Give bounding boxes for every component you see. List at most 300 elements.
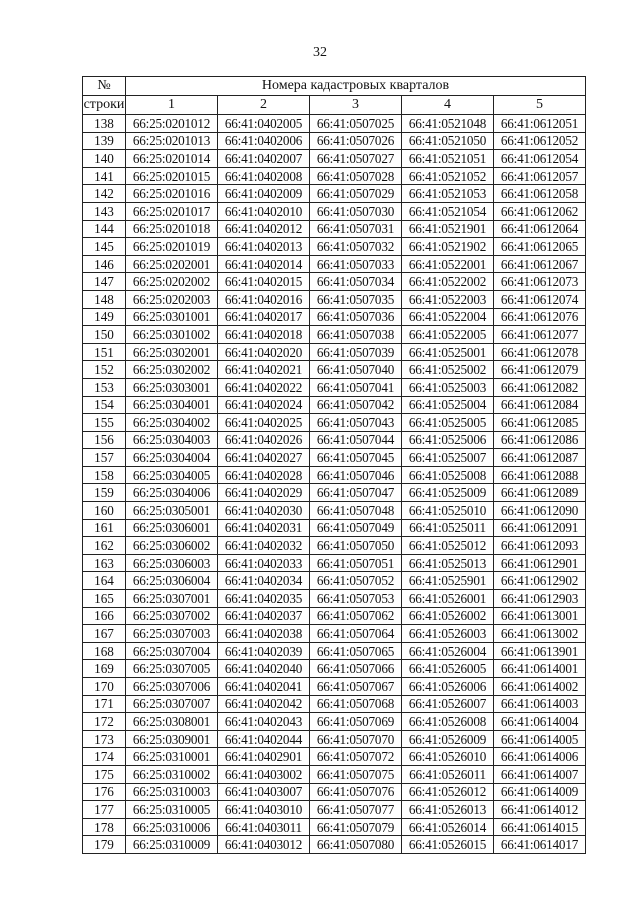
cadastral-number-cell: 66:41:0507068 <box>310 695 402 713</box>
cadastral-number-cell: 66:25:0304006 <box>126 484 218 502</box>
cadastral-number-cell: 66:41:0507051 <box>310 554 402 572</box>
cadastral-number-cell: 66:41:0402015 <box>218 273 310 291</box>
cadastral-number-cell: 66:41:0402018 <box>218 326 310 344</box>
row-number-cell: 172 <box>83 713 126 731</box>
cadastral-number-cell: 66:41:0507048 <box>310 502 402 520</box>
row-number-cell: 166 <box>83 607 126 625</box>
table-row <box>83 202 586 220</box>
cadastral-number-cell: 66:25:0201014 <box>126 150 218 168</box>
table-row <box>83 642 586 660</box>
column-header-5: 5 <box>494 96 586 115</box>
cadastral-number-cell: 66:41:0521050 <box>402 132 494 150</box>
table-row <box>83 115 586 133</box>
cadastral-number-cell: 66:41:0612067 <box>494 255 586 273</box>
cadastral-number-cell: 66:41:0525006 <box>402 431 494 449</box>
table-row <box>83 660 586 678</box>
cadastral-number-cell: 66:41:0525901 <box>402 572 494 590</box>
cadastral-number-cell: 66:41:0525002 <box>402 361 494 379</box>
cadastral-number-cell: 66:41:0402027 <box>218 449 310 467</box>
header-row-top <box>83 77 586 96</box>
cadastral-number-cell: 66:41:0614003 <box>494 695 586 713</box>
cadastral-number-cell: 66:41:0402025 <box>218 414 310 432</box>
row-number-cell: 138 <box>83 115 126 133</box>
cadastral-number-cell: 66:41:0507067 <box>310 678 402 696</box>
cadastral-number-cell: 66:41:0507040 <box>310 361 402 379</box>
cadastral-number-cell: 66:25:0201015 <box>126 167 218 185</box>
row-number-cell: 178 <box>83 818 126 836</box>
row-number-cell: 148 <box>83 290 126 308</box>
row-number-cell: 168 <box>83 642 126 660</box>
cadastral-number-cell: 66:41:0525001 <box>402 343 494 361</box>
row-number-cell: 144 <box>83 220 126 238</box>
cadastral-number-cell: 66:41:0402037 <box>218 607 310 625</box>
cadastral-number-cell: 66:41:0526013 <box>402 801 494 819</box>
cadastral-number-cell: 66:41:0521054 <box>402 202 494 220</box>
cadastral-number-cell: 66:25:0307006 <box>126 678 218 696</box>
cadastral-number-cell: 66:41:0612088 <box>494 466 586 484</box>
cadastral-number-cell: 66:25:0307007 <box>126 695 218 713</box>
cadastral-number-cell: 66:41:0402042 <box>218 695 310 713</box>
row-number-cell: 140 <box>83 150 126 168</box>
table-row <box>83 449 586 467</box>
cadastral-number-cell: 66:41:0612074 <box>494 290 586 308</box>
cadastral-number-cell: 66:41:0526001 <box>402 590 494 608</box>
table-row <box>83 185 586 203</box>
row-number-cell: 169 <box>83 660 126 678</box>
cadastral-number-cell: 66:41:0507031 <box>310 220 402 238</box>
column-header-4: 4 <box>402 96 494 115</box>
cadastral-number-cell: 66:25:0310002 <box>126 765 218 783</box>
table-row <box>83 730 586 748</box>
cadastral-number-cell: 66:25:0202003 <box>126 290 218 308</box>
row-number-cell: 155 <box>83 414 126 432</box>
cadastral-number-cell: 66:41:0612090 <box>494 502 586 520</box>
row-number-cell: 153 <box>83 378 126 396</box>
cadastral-number-cell: 66:41:0507047 <box>310 484 402 502</box>
cadastral-number-cell: 66:41:0522003 <box>402 290 494 308</box>
cadastral-number-cell: 66:41:0526003 <box>402 625 494 643</box>
cadastral-number-cell: 66:41:0612052 <box>494 132 586 150</box>
table-row <box>83 255 586 273</box>
cadastral-number-cell: 66:25:0310001 <box>126 748 218 766</box>
cadastral-number-cell: 66:25:0202001 <box>126 255 218 273</box>
cadastral-number-cell: 66:41:0402901 <box>218 748 310 766</box>
row-number-cell: 165 <box>83 590 126 608</box>
row-number-cell: 159 <box>83 484 126 502</box>
cadastral-number-cell: 66:41:0402021 <box>218 361 310 379</box>
table-row <box>83 167 586 185</box>
cadastral-number-cell: 66:41:0614005 <box>494 730 586 748</box>
cadastral-number-cell: 66:41:0507069 <box>310 713 402 731</box>
cadastral-number-cell: 66:41:0522005 <box>402 326 494 344</box>
cadastral-number-cell: 66:41:0402013 <box>218 238 310 256</box>
cadastral-number-cell: 66:41:0612084 <box>494 396 586 414</box>
column-header-1: 1 <box>126 96 218 115</box>
table-row <box>83 132 586 150</box>
row-number-cell: 142 <box>83 185 126 203</box>
row-number-header-symbol: № <box>83 77 126 96</box>
cadastral-number-cell: 66:41:0507029 <box>310 185 402 203</box>
cadastral-number-cell: 66:41:0402029 <box>218 484 310 502</box>
cadastral-number-cell: 66:25:0201018 <box>126 220 218 238</box>
cadastral-number-cell: 66:41:0507065 <box>310 642 402 660</box>
cadastral-number-cell: 66:41:0526007 <box>402 695 494 713</box>
cadastral-number-cell: 66:41:0614006 <box>494 748 586 766</box>
table-row <box>83 273 586 291</box>
cadastral-number-cell: 66:25:0304001 <box>126 396 218 414</box>
cadastral-number-cell: 66:41:0402026 <box>218 431 310 449</box>
cadastral-number-cell: 66:25:0310005 <box>126 801 218 819</box>
row-number-cell: 161 <box>83 519 126 537</box>
cadastral-number-cell: 66:41:0612054 <box>494 150 586 168</box>
cadastral-number-cell: 66:41:0507043 <box>310 414 402 432</box>
row-number-cell: 163 <box>83 554 126 572</box>
page-number: 32 <box>313 45 327 60</box>
cadastral-number-cell: 66:41:0507026 <box>310 132 402 150</box>
cadastral-number-cell: 66:41:0402039 <box>218 642 310 660</box>
cadastral-quarters-table <box>82 76 586 854</box>
cadastral-number-cell: 66:41:0402005 <box>218 115 310 133</box>
cadastral-number-cell: 66:41:0402006 <box>218 132 310 150</box>
row-number-cell: 143 <box>83 202 126 220</box>
cadastral-number-cell: 66:41:0521052 <box>402 167 494 185</box>
header-row-bottom <box>83 96 586 115</box>
table-row <box>83 607 586 625</box>
table-row <box>83 502 586 520</box>
cadastral-number-cell: 66:41:0525013 <box>402 554 494 572</box>
cadastral-number-cell: 66:41:0612903 <box>494 590 586 608</box>
cadastral-number-cell: 66:25:0308001 <box>126 713 218 731</box>
cadastral-quarters-group-header: Номера кадастровых кварталов <box>126 77 586 96</box>
cadastral-number-cell: 66:41:0402033 <box>218 554 310 572</box>
cadastral-number-cell: 66:41:0521051 <box>402 150 494 168</box>
cadastral-number-cell: 66:41:0612087 <box>494 449 586 467</box>
cadastral-number-cell: 66:41:0402043 <box>218 713 310 731</box>
cadastral-number-cell: 66:41:0507032 <box>310 238 402 256</box>
cadastral-number-cell: 66:41:0614015 <box>494 818 586 836</box>
cadastral-number-cell: 66:25:0310009 <box>126 836 218 854</box>
row-number-cell: 150 <box>83 326 126 344</box>
row-number-cell: 141 <box>83 167 126 185</box>
table-row <box>83 484 586 502</box>
row-number-cell: 156 <box>83 431 126 449</box>
table-row <box>83 343 586 361</box>
row-number-cell: 147 <box>83 273 126 291</box>
table-row <box>83 238 586 256</box>
table-row <box>83 466 586 484</box>
cadastral-number-cell: 66:41:0507080 <box>310 836 402 854</box>
cadastral-number-cell: 66:41:0612058 <box>494 185 586 203</box>
table-row <box>83 220 586 238</box>
cadastral-number-cell: 66:41:0526008 <box>402 713 494 731</box>
cadastral-number-cell: 66:41:0402010 <box>218 202 310 220</box>
cadastral-number-cell: 66:41:0525007 <box>402 449 494 467</box>
cadastral-number-cell: 66:25:0201017 <box>126 202 218 220</box>
cadastral-number-cell: 66:41:0402038 <box>218 625 310 643</box>
row-number-cell: 179 <box>83 836 126 854</box>
column-header-2: 2 <box>218 96 310 115</box>
cadastral-number-cell: 66:25:0304004 <box>126 449 218 467</box>
cadastral-number-cell: 66:41:0526012 <box>402 783 494 801</box>
cadastral-number-cell: 66:41:0402008 <box>218 167 310 185</box>
cadastral-number-cell: 66:25:0201012 <box>126 115 218 133</box>
cadastral-number-cell: 66:41:0612077 <box>494 326 586 344</box>
cadastral-number-cell: 66:41:0612082 <box>494 378 586 396</box>
cadastral-number-cell: 66:41:0526006 <box>402 678 494 696</box>
cadastral-number-cell: 66:41:0525008 <box>402 466 494 484</box>
cadastral-number-cell: 66:41:0612064 <box>494 220 586 238</box>
row-number-cell: 175 <box>83 765 126 783</box>
row-number-cell: 145 <box>83 238 126 256</box>
table-row <box>83 783 586 801</box>
cadastral-number-cell: 66:41:0402014 <box>218 255 310 273</box>
cadastral-number-cell: 66:41:0612086 <box>494 431 586 449</box>
cadastral-number-cell: 66:41:0507070 <box>310 730 402 748</box>
cadastral-number-cell: 66:41:0612076 <box>494 308 586 326</box>
cadastral-number-cell: 66:25:0303001 <box>126 378 218 396</box>
cadastral-number-cell: 66:41:0507036 <box>310 308 402 326</box>
cadastral-number-cell: 66:25:0201016 <box>126 185 218 203</box>
cadastral-number-cell: 66:41:0403010 <box>218 801 310 819</box>
cadastral-number-cell: 66:25:0307003 <box>126 625 218 643</box>
cadastral-number-cell: 66:41:0522001 <box>402 255 494 273</box>
cadastral-number-cell: 66:41:0614002 <box>494 678 586 696</box>
cadastral-number-cell: 66:41:0402028 <box>218 466 310 484</box>
table-row <box>83 150 586 168</box>
cadastral-number-cell: 66:25:0307005 <box>126 660 218 678</box>
table-row <box>83 678 586 696</box>
table-row <box>83 572 586 590</box>
cadastral-number-cell: 66:41:0525012 <box>402 537 494 555</box>
cadastral-number-cell: 66:25:0310006 <box>126 818 218 836</box>
table-row <box>83 326 586 344</box>
cadastral-number-cell: 66:25:0301001 <box>126 308 218 326</box>
table-row <box>83 519 586 537</box>
row-number-cell: 149 <box>83 308 126 326</box>
table-row <box>83 378 586 396</box>
table-row <box>83 765 586 783</box>
cadastral-number-cell: 66:41:0402020 <box>218 343 310 361</box>
cadastral-number-cell: 66:41:0521902 <box>402 238 494 256</box>
table-row <box>83 308 586 326</box>
cadastral-number-cell: 66:41:0507064 <box>310 625 402 643</box>
cadastral-number-cell: 66:41:0507050 <box>310 537 402 555</box>
cadastral-number-cell: 66:41:0612078 <box>494 343 586 361</box>
cadastral-number-cell: 66:41:0507046 <box>310 466 402 484</box>
table-row <box>83 431 586 449</box>
table-body <box>83 115 586 854</box>
cadastral-number-cell: 66:41:0526014 <box>402 818 494 836</box>
cadastral-number-cell: 66:41:0402017 <box>218 308 310 326</box>
cadastral-number-cell: 66:41:0402044 <box>218 730 310 748</box>
cadastral-number-cell: 66:41:0403007 <box>218 783 310 801</box>
cadastral-number-cell: 66:41:0612062 <box>494 202 586 220</box>
row-number-header-label: строки <box>83 96 126 115</box>
cadastral-number-cell: 66:41:0612902 <box>494 572 586 590</box>
cadastral-number-cell: 66:25:0201013 <box>126 132 218 150</box>
cadastral-number-cell: 66:41:0526010 <box>402 748 494 766</box>
cadastral-number-cell: 66:25:0304005 <box>126 466 218 484</box>
cadastral-number-cell: 66:41:0507034 <box>310 273 402 291</box>
cadastral-number-cell: 66:41:0614001 <box>494 660 586 678</box>
cadastral-number-cell: 66:41:0402031 <box>218 519 310 537</box>
row-number-cell: 176 <box>83 783 126 801</box>
row-number-cell: 174 <box>83 748 126 766</box>
cadastral-number-cell: 66:25:0304002 <box>126 414 218 432</box>
row-number-cell: 139 <box>83 132 126 150</box>
cadastral-number-cell: 66:41:0521053 <box>402 185 494 203</box>
cadastral-number-cell: 66:25:0306004 <box>126 572 218 590</box>
cadastral-number-cell: 66:41:0403002 <box>218 765 310 783</box>
cadastral-number-cell: 66:41:0526002 <box>402 607 494 625</box>
cadastral-number-cell: 66:41:0507027 <box>310 150 402 168</box>
cadastral-number-cell: 66:41:0402030 <box>218 502 310 520</box>
cadastral-number-cell: 66:25:0307004 <box>126 642 218 660</box>
cadastral-table-container <box>82 76 585 854</box>
row-number-cell: 152 <box>83 361 126 379</box>
cadastral-number-cell: 66:41:0402040 <box>218 660 310 678</box>
cadastral-number-cell: 66:25:0202002 <box>126 273 218 291</box>
cadastral-number-cell: 66:41:0612085 <box>494 414 586 432</box>
cadastral-number-cell: 66:25:0201019 <box>126 238 218 256</box>
cadastral-number-cell: 66:41:0403012 <box>218 836 310 854</box>
cadastral-number-cell: 66:41:0614007 <box>494 765 586 783</box>
cadastral-number-cell: 66:41:0402007 <box>218 150 310 168</box>
cadastral-number-cell: 66:41:0507072 <box>310 748 402 766</box>
table-row <box>83 748 586 766</box>
cadastral-number-cell: 66:41:0507039 <box>310 343 402 361</box>
cadastral-number-cell: 66:41:0507035 <box>310 290 402 308</box>
cadastral-number-cell: 66:41:0525004 <box>402 396 494 414</box>
cadastral-number-cell: 66:41:0612093 <box>494 537 586 555</box>
cadastral-number-cell: 66:41:0507042 <box>310 396 402 414</box>
row-number-cell: 164 <box>83 572 126 590</box>
cadastral-number-cell: 66:41:0507025 <box>310 115 402 133</box>
cadastral-number-cell: 66:41:0507076 <box>310 783 402 801</box>
table-row <box>83 537 586 555</box>
cadastral-number-cell: 66:41:0522002 <box>402 273 494 291</box>
cadastral-number-cell: 66:41:0525009 <box>402 484 494 502</box>
cadastral-number-cell: 66:25:0307001 <box>126 590 218 608</box>
cadastral-number-cell: 66:25:0309001 <box>126 730 218 748</box>
cadastral-number-cell: 66:41:0507062 <box>310 607 402 625</box>
cadastral-number-cell: 66:41:0525003 <box>402 378 494 396</box>
row-number-cell: 167 <box>83 625 126 643</box>
cadastral-number-cell: 66:41:0522004 <box>402 308 494 326</box>
cadastral-number-cell: 66:41:0613001 <box>494 607 586 625</box>
cadastral-number-cell: 66:41:0402024 <box>218 396 310 414</box>
cadastral-number-cell: 66:41:0526009 <box>402 730 494 748</box>
cadastral-number-cell: 66:25:0307002 <box>126 607 218 625</box>
cadastral-number-cell: 66:41:0613901 <box>494 642 586 660</box>
cadastral-number-cell: 66:41:0402022 <box>218 378 310 396</box>
cadastral-number-cell: 66:41:0525010 <box>402 502 494 520</box>
cadastral-number-cell: 66:41:0402041 <box>218 678 310 696</box>
table-row <box>83 713 586 731</box>
cadastral-number-cell: 66:41:0507045 <box>310 449 402 467</box>
cadastral-number-cell: 66:41:0612089 <box>494 484 586 502</box>
cadastral-number-cell: 66:41:0612079 <box>494 361 586 379</box>
cadastral-number-cell: 66:41:0507033 <box>310 255 402 273</box>
cadastral-number-cell: 66:41:0402032 <box>218 537 310 555</box>
cadastral-number-cell: 66:41:0526015 <box>402 836 494 854</box>
table-row <box>83 554 586 572</box>
cadastral-number-cell: 66:41:0507049 <box>310 519 402 537</box>
cadastral-number-cell: 66:41:0526011 <box>402 765 494 783</box>
cadastral-number-cell: 66:25:0306001 <box>126 519 218 537</box>
cadastral-number-cell: 66:41:0507077 <box>310 801 402 819</box>
cadastral-number-cell: 66:41:0521048 <box>402 115 494 133</box>
row-number-cell: 151 <box>83 343 126 361</box>
cadastral-number-cell: 66:41:0614017 <box>494 836 586 854</box>
cadastral-number-cell: 66:25:0306002 <box>126 537 218 555</box>
cadastral-number-cell: 66:41:0402034 <box>218 572 310 590</box>
row-number-cell: 173 <box>83 730 126 748</box>
row-number-cell: 162 <box>83 537 126 555</box>
table-row <box>83 414 586 432</box>
cadastral-number-cell: 66:41:0507052 <box>310 572 402 590</box>
table-row <box>83 818 586 836</box>
cadastral-number-cell: 66:41:0526005 <box>402 660 494 678</box>
cadastral-number-cell: 66:41:0402035 <box>218 590 310 608</box>
cadastral-number-cell: 66:25:0305001 <box>126 502 218 520</box>
row-number-cell: 158 <box>83 466 126 484</box>
cadastral-number-cell: 66:41:0614009 <box>494 783 586 801</box>
cadastral-number-cell: 66:41:0507066 <box>310 660 402 678</box>
row-number-cell: 170 <box>83 678 126 696</box>
table-row <box>83 396 586 414</box>
cadastral-number-cell: 66:41:0507044 <box>310 431 402 449</box>
cadastral-number-cell: 66:41:0402012 <box>218 220 310 238</box>
cadastral-number-cell: 66:41:0526004 <box>402 642 494 660</box>
cadastral-number-cell: 66:41:0403011 <box>218 818 310 836</box>
table-row <box>83 801 586 819</box>
table-row <box>83 361 586 379</box>
cadastral-number-cell: 66:41:0507030 <box>310 202 402 220</box>
cadastral-number-cell: 66:41:0402009 <box>218 185 310 203</box>
cadastral-number-cell: 66:41:0507028 <box>310 167 402 185</box>
cadastral-number-cell: 66:41:0612065 <box>494 238 586 256</box>
row-number-cell: 154 <box>83 396 126 414</box>
cadastral-number-cell: 66:41:0507038 <box>310 326 402 344</box>
cadastral-number-cell: 66:25:0301002 <box>126 326 218 344</box>
cadastral-number-cell: 66:41:0521901 <box>402 220 494 238</box>
cadastral-number-cell: 66:25:0302001 <box>126 343 218 361</box>
cadastral-number-cell: 66:41:0612051 <box>494 115 586 133</box>
cadastral-number-cell: 66:41:0612073 <box>494 273 586 291</box>
cadastral-number-cell: 66:41:0614012 <box>494 801 586 819</box>
cadastral-number-cell: 66:41:0614004 <box>494 713 586 731</box>
table-row <box>83 836 586 854</box>
row-number-cell: 177 <box>83 801 126 819</box>
cadastral-number-cell: 66:41:0612057 <box>494 167 586 185</box>
cadastral-number-cell: 66:41:0613002 <box>494 625 586 643</box>
cadastral-number-cell: 66:25:0304003 <box>126 431 218 449</box>
row-number-cell: 146 <box>83 255 126 273</box>
table-row <box>83 695 586 713</box>
cadastral-number-cell: 66:41:0612091 <box>494 519 586 537</box>
table-row <box>83 590 586 608</box>
row-number-cell: 157 <box>83 449 126 467</box>
row-number-cell: 171 <box>83 695 126 713</box>
cadastral-number-cell: 66:41:0507041 <box>310 378 402 396</box>
cadastral-number-cell: 66:41:0525005 <box>402 414 494 432</box>
cadastral-number-cell: 66:41:0525011 <box>402 519 494 537</box>
cadastral-number-cell: 66:41:0507053 <box>310 590 402 608</box>
cadastral-number-cell: 66:25:0302002 <box>126 361 218 379</box>
table-row <box>83 625 586 643</box>
cadastral-number-cell: 66:25:0310003 <box>126 783 218 801</box>
